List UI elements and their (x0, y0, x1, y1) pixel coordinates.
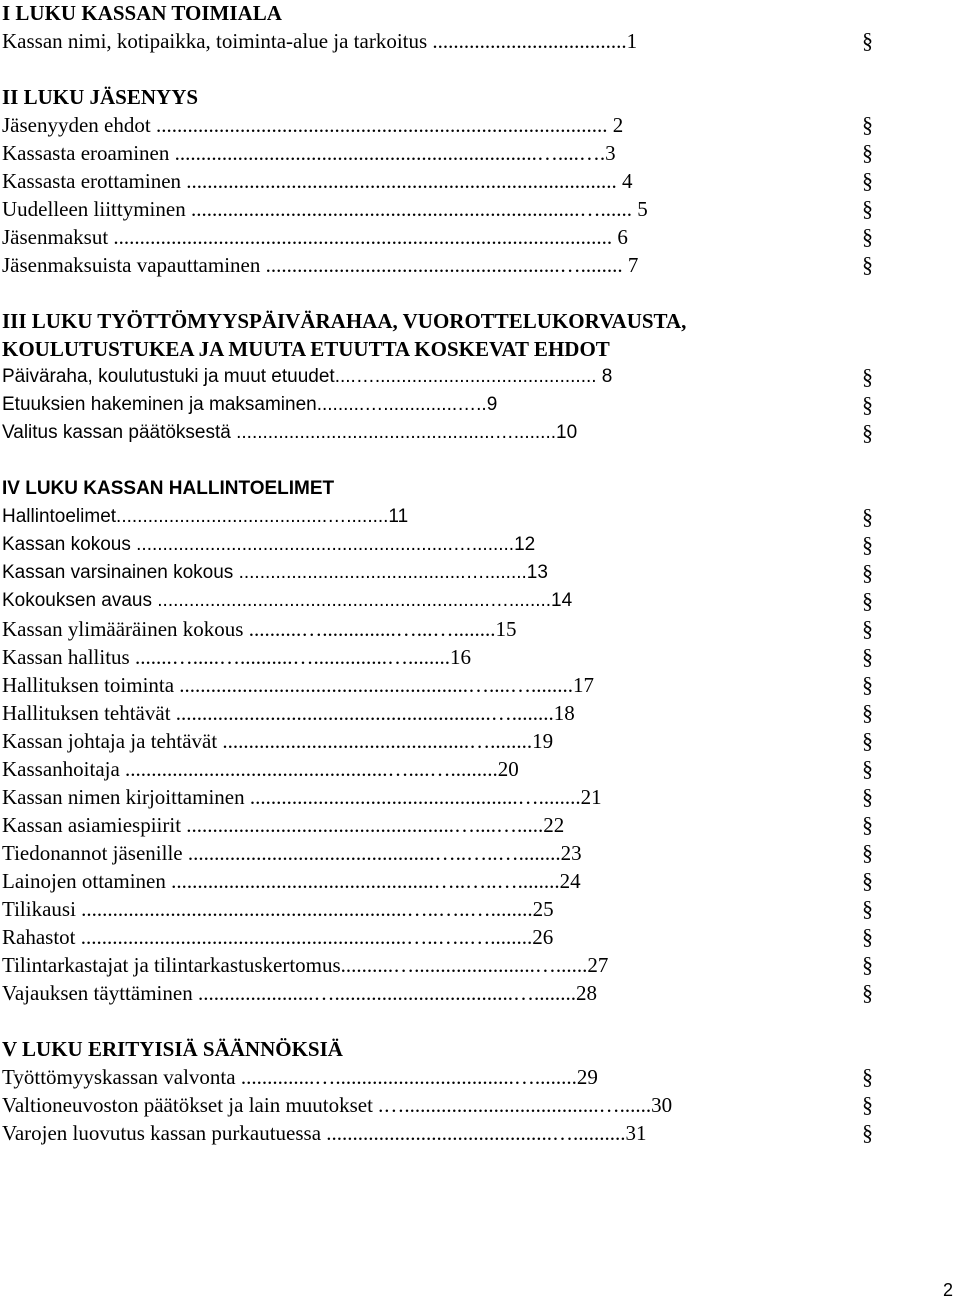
toc-entry: Kassan ylimääräinen kokous ..........…..............…...…........15 (2, 617, 517, 641)
toc-entry: Kassan nimen kirjoittaminen ...................................................…........21 (2, 785, 602, 809)
page-number: 2 (943, 1280, 954, 1300)
section-sign: § (862, 1120, 873, 1145)
section-sign: § (862, 168, 873, 193)
toc-entry: Jäsenmaksut ............................................................................................... 6 (2, 225, 628, 249)
section-sign: § (862, 700, 873, 725)
section-sign: § (862, 644, 873, 669)
toc-entry: Jäsenmaksuista vapauttaminen ........................................................…........ 7 (2, 253, 639, 277)
section-sign: § (862, 616, 873, 641)
toc-entry: Hallituksen toiminta .......................................................…....…........17 (2, 673, 595, 697)
toc-entry: Kassasta erottaminen .................................................................................. 4 (2, 169, 633, 193)
toc-entry: Tilikausi ..............................................................…..…..…........25 (2, 897, 554, 921)
section-sign: § (862, 672, 873, 697)
section-sign: § (862, 28, 873, 53)
toc-entry: Tiedonannot jäsenille ...............................................…..…..…........23 (2, 841, 582, 865)
toc-entry: Kassan nimi, kotipaikka, toiminta-alue ja tarkoitus .....................................1 (2, 29, 638, 53)
toc-entry: Kassan kokous ............................................................…........12 (2, 534, 536, 555)
section-sign: § (862, 840, 873, 865)
toc-entry: Kassan johtaja ja tehtävät ...............................................…........19 (2, 729, 554, 753)
section-sign: § (862, 364, 873, 389)
section-sign: § (862, 728, 873, 753)
toc-entry: Kassan asiamiespiirit ...................................................…....….....22 (2, 813, 565, 837)
toc-entry: Valitus kassan päätöksestä .................................................…........10 (2, 422, 578, 443)
toc-entry: Vajauksen täyttäminen ......................…..................................…........28 (2, 981, 597, 1005)
toc-entry: Varojen luovutus kassan purkautuessa ...........................................…..........31 (2, 1121, 647, 1145)
toc-entry: Hallintoelimet........................................…........11 (2, 506, 409, 527)
section-sign: § (862, 784, 873, 809)
section-sign: § (862, 252, 873, 277)
section-sign: § (862, 896, 873, 921)
toc-entry: Valtioneuvoston päätökset ja lain muutokset .….....................................…......30 (2, 1093, 673, 1117)
section-sign: § (862, 924, 873, 949)
chapter-heading: V LUKU ERITYISIÄ SÄÄNNÖKSIÄ (2, 1037, 343, 1061)
section-sign: § (862, 560, 873, 585)
section-sign: § (862, 868, 873, 893)
section-sign: § (862, 952, 873, 977)
toc-entry: Kassasta eroaminen .....................................................................…....….3 (2, 141, 616, 165)
section-sign: § (862, 532, 873, 557)
section-sign: § (862, 812, 873, 837)
section-sign: § (862, 112, 873, 137)
chapter-heading: KOULUTUSTUKEA JA MUUTA ETUUTTA KOSKEVAT EHDOT (2, 337, 610, 361)
section-sign: § (862, 196, 873, 221)
toc-entry: Kassan varsinainen kokous ...........................................…........13 (2, 562, 548, 583)
toc-entry: Rahastot ..............................................................…..…..…........26 (2, 925, 554, 949)
toc-entry: Kokouksen avaus ...............................................................…........14 (2, 590, 573, 611)
section-sign: § (862, 504, 873, 529)
section-sign: § (862, 980, 873, 1005)
toc-entry: Hallituksen tehtävät ............................................................…........18 (2, 701, 575, 725)
chapter-heading: III LUKU TYÖTTÖMYYSPÄIVÄRAHAA, VUOROTTELUKORVAUSTA, (2, 309, 687, 333)
section-sign: § (862, 1064, 873, 1089)
toc-entry: Lainojen ottaminen ..................................................…..…..…........24 (2, 869, 581, 893)
chapter-heading: II LUKU JÄSENYYS (2, 85, 199, 109)
toc-entry: Tilintarkastajat ja tilintarkastuskertomus..........….......................…......27 (2, 953, 609, 977)
toc-entry: Kassan hallitus .......….....…..........…..............…........16 (2, 645, 471, 669)
chapter-heading: I LUKU KASSAN TOIMIALA (2, 1, 282, 25)
chapter-heading: IV LUKU KASSAN HALLINTOELIMET (2, 478, 335, 499)
toc-entry: Päiväraha, koulutustuki ja muut etuudet....….......................................... 8 (2, 366, 613, 387)
section-sign: § (862, 756, 873, 781)
section-sign: § (862, 588, 873, 613)
toc-entry: Etuuksien hakeminen ja maksaminen.........…..............…..9 (2, 394, 498, 415)
section-sign: § (862, 1092, 873, 1117)
section-sign: § (862, 224, 873, 249)
section-sign: § (862, 140, 873, 165)
section-sign: § (862, 420, 873, 445)
toc-entry: Uudelleen liittyminen ..........................................................................…...... 5 (2, 197, 648, 221)
section-sign: § (862, 392, 873, 417)
toc-entry: Kassanhoitaja ..................................................…....….........20 (2, 757, 519, 781)
toc-entry: Työttömyyskassan valvonta ..............…..................................…........29 (2, 1065, 598, 1089)
toc-entry: Jäsenyyden ehdot ...................................................................................... 2 (2, 113, 624, 137)
